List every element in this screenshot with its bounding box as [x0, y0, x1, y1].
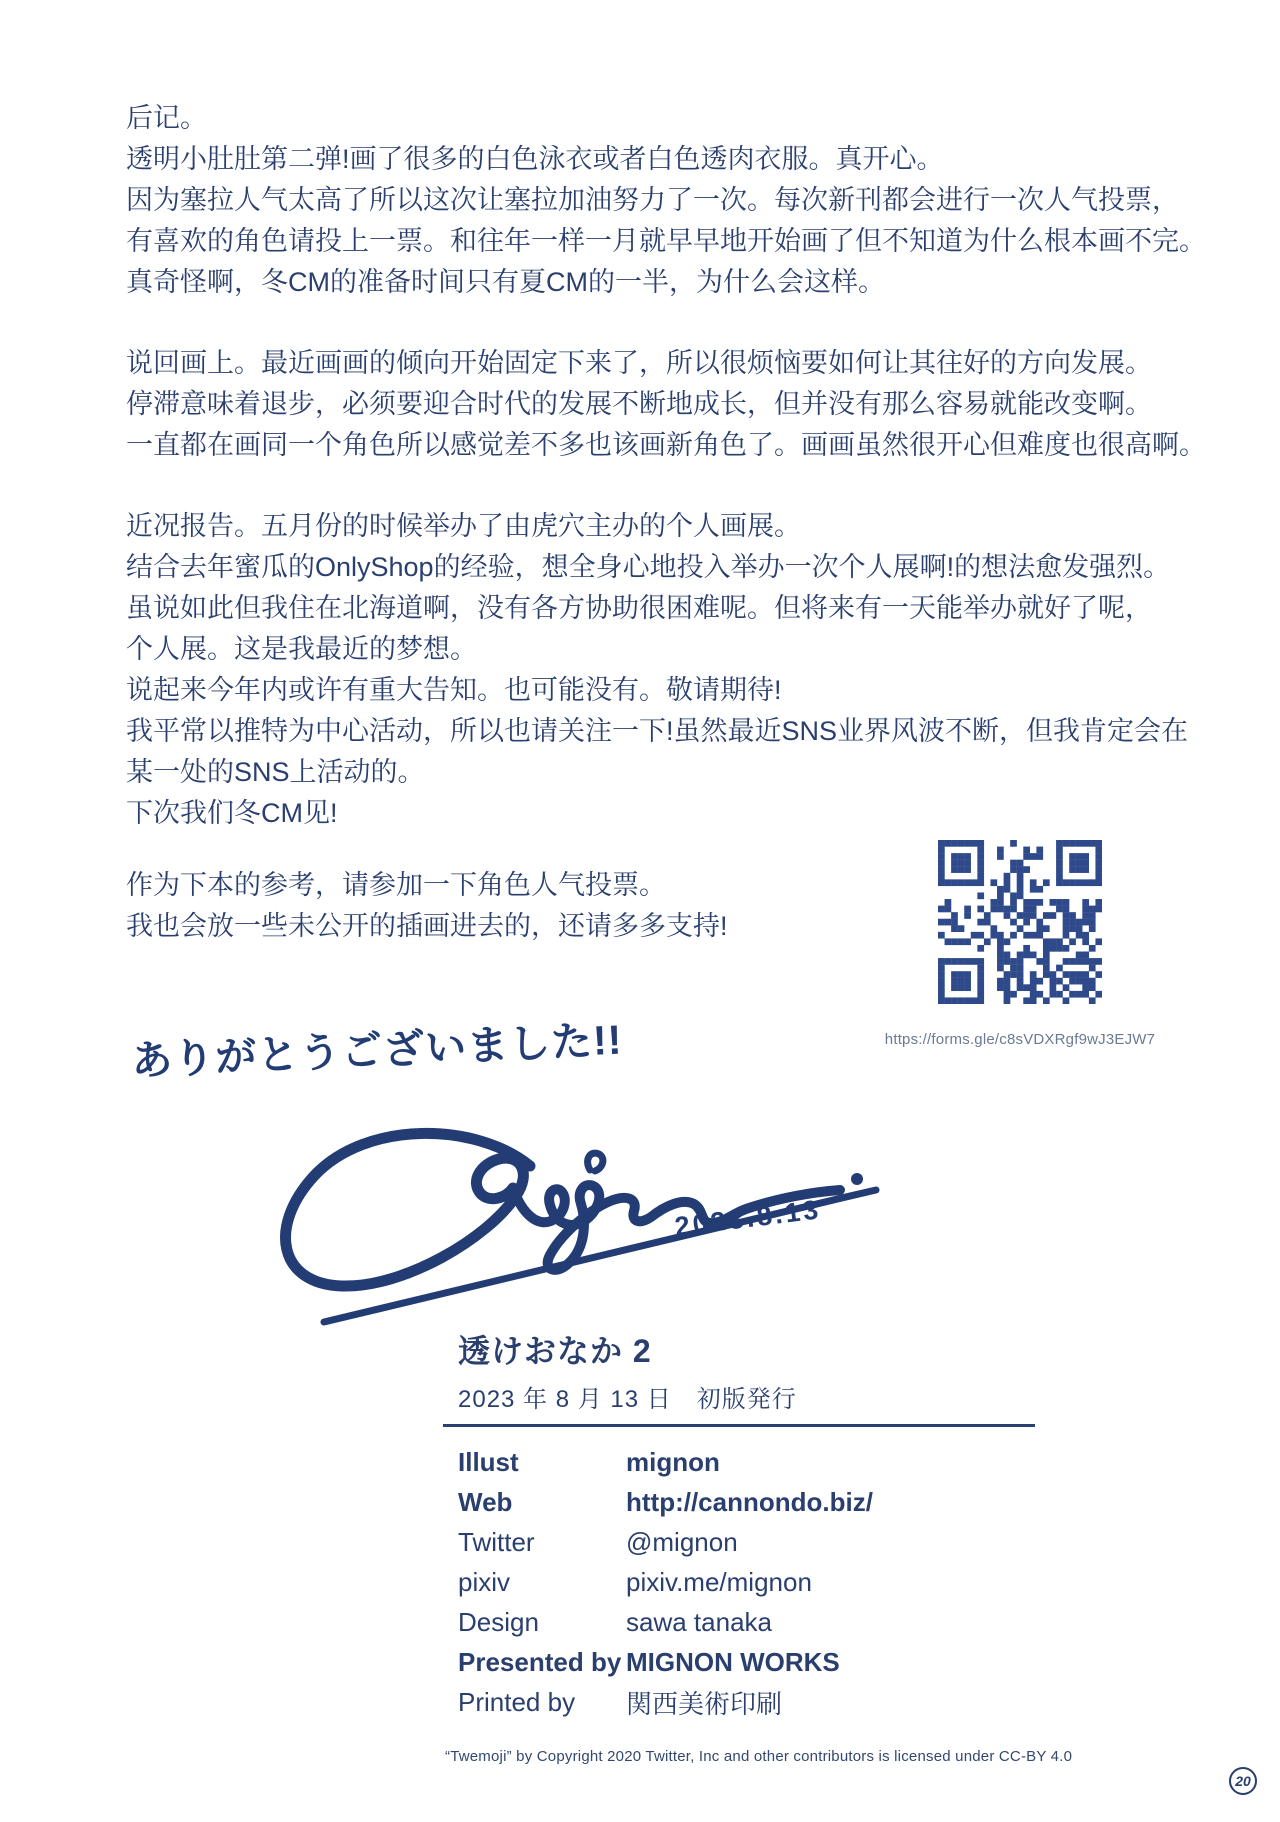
colophon-label: Twitter: [458, 1526, 535, 1557]
colophon-row: [458, 1642, 1018, 1682]
thank-you-handwriting: ありがとうございました!!: [130, 1016, 624, 1084]
text-line: 一直都在画同一个角色所以感觉差不多也该画新角色了。画画虽然很开心但难度也很高啊。: [126, 430, 1206, 460]
colophon-row: [458, 1682, 1018, 1722]
colophon-label: Illust: [458, 1446, 519, 1477]
text-line: 透明小肚肚第二弹!画了很多的白色泳衣或者白色透肉衣服。真开心。: [126, 144, 944, 174]
colophon-value: MIGNON WORKS: [626, 1646, 840, 1677]
text-line: 我平常以推特为中心活动，所以也请关注一下!虽然最近SNS业界风波不断，但我肯定会在: [126, 716, 1189, 746]
colophon-label: Web: [458, 1486, 513, 1517]
colophon-row: [458, 1602, 1018, 1642]
colophon-divider: [443, 1424, 1035, 1427]
qr-url: https://forms.gle/c8sVDXRgf9wJ3EJW7: [884, 1031, 1156, 1048]
colophon-label: Printed by: [458, 1686, 576, 1717]
page-number-badge: [1229, 1767, 1257, 1795]
text-line: 个人展。这是我最近的梦想。: [126, 634, 477, 664]
text-line: 近况报告。五月份的时候举办了由虎穴主办的个人画展。: [126, 511, 801, 541]
text-line: 说回画上。最近画画的倾向开始固定下来了，所以很烦恼要如何让其往好的方向发展。: [126, 348, 1152, 378]
afterword-paragraph: [126, 506, 1214, 834]
signature-stroke: [588, 1153, 603, 1171]
text-line: 下次我们冬CM见!: [126, 798, 338, 828]
text-line: 结合去年蜜瓜的OnlyShop的经验，想全身心地投入举办一次个人展啊!的想法愈发强烈。: [126, 552, 1171, 582]
colophon-value: sawa tanaka: [626, 1606, 772, 1637]
colophon-value: http://cannondo.biz/: [626, 1486, 873, 1517]
text-line: 虽说如此但我住在北海道啊，没有各方协助很困难呢。但将来有一天能举办就好了呢，: [126, 593, 1152, 623]
afterword-paragraph: [126, 343, 1214, 466]
qr-code: [938, 840, 1102, 1004]
colophon-row: [458, 1442, 1018, 1482]
signature-date: 2023.8.13: [673, 1194, 823, 1242]
text-line: 说起来今年内或许有重大告知。也可能没有。敬请期待!: [126, 675, 782, 705]
text-line: 停滞意味着退步，必须要迎合时代的发展不断地成长，但并没有那么容易就能改变啊。: [126, 389, 1152, 419]
signature: [248, 1126, 892, 1344]
colophon-value: pixiv.me/mignon: [626, 1566, 812, 1597]
colophon-title: 透けおなか 2: [458, 1333, 652, 1369]
text-line: 我也会放一些未公开的插画进去的，还请多多支持!: [126, 911, 728, 941]
text-line: 某一处的SNS上活动的。: [126, 757, 425, 787]
signature-period-dot: [851, 1173, 863, 1185]
colophon-row: [458, 1562, 1018, 1602]
license-note: “Twemoji” by Copyright 2020 Twitter, Inc and other contributors is licensed under CC-BY 4.0: [445, 1748, 1073, 1765]
page-number: 20: [1235, 1773, 1251, 1789]
colophon-label: Presented by: [458, 1646, 622, 1677]
colophon-value: 関西美術印刷: [626, 1688, 783, 1719]
colophon-row: [458, 1522, 1018, 1562]
text-line: 因为塞拉人气太高了所以这次让塞拉加油努力了一次。每次新刊都会进行一次人气投票，: [126, 185, 1179, 215]
colophon-label: pixiv: [458, 1566, 511, 1597]
text-line: 作为下本的参考，请参加一下角色人气投票。: [126, 870, 666, 900]
colophon-edition-date: 2023 年 8 月 13 日 初版発行: [458, 1386, 797, 1413]
colophon-value: @mignon: [626, 1526, 738, 1557]
colophon-label: Design: [458, 1606, 539, 1637]
colophon-credits: [458, 1442, 1018, 1722]
text-line: 后记。: [126, 103, 207, 133]
colophon-row: [458, 1482, 1018, 1522]
text-line: 有喜欢的角色请投上一票。和往年一样一月就早早地开始画了但不知道为什么根本画不完。: [126, 226, 1206, 256]
text-line: 真奇怪啊，冬CM的准备时间只有夏CM的一半，为什么会这样。: [126, 267, 885, 297]
signature-stroke: [286, 1133, 530, 1286]
colophon-value: mignon: [626, 1446, 720, 1477]
afterword-paragraph: [126, 98, 1214, 303]
